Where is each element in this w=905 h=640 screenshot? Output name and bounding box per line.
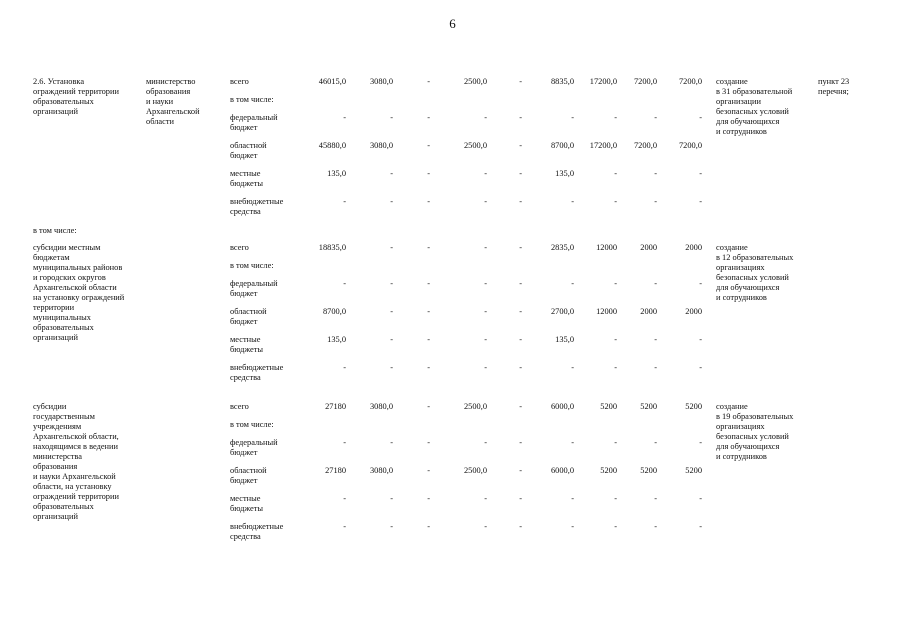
funding-value: - — [484, 113, 487, 122]
funding-value: - — [519, 243, 522, 252]
funding-row — [230, 169, 710, 195]
funding-value: - — [343, 363, 346, 372]
funding-value: 2500,0 — [463, 466, 487, 475]
funding-value: 135,0 — [555, 169, 574, 178]
funding-source: местные бюджеты — [230, 494, 264, 513]
funding-value: - — [427, 243, 430, 252]
measure-description: субсидии местным бюджетам муниципальных районов и городских округов Архангельской области на установку ограждений территории муниципальных образовательных организаций — [33, 243, 125, 342]
funding-value: - — [427, 363, 430, 372]
funding-value: 6000,0 — [550, 402, 574, 411]
funding-value: 17200,0 — [589, 77, 617, 86]
funding-value: - — [390, 113, 393, 122]
funding-value: 5200 — [640, 466, 657, 475]
funding-value: - — [571, 494, 574, 503]
funding-value: - — [571, 113, 574, 122]
funding-value: - — [571, 363, 574, 372]
funding-value: - — [484, 363, 487, 372]
funding-value: - — [427, 279, 430, 288]
funding-value: - — [699, 197, 702, 206]
funding-source: в том числе: — [230, 261, 274, 270]
funding-source: внебюджетные средства — [230, 197, 284, 216]
funding-value: 46015,0 — [318, 77, 346, 86]
funding-value: - — [654, 197, 657, 206]
funding-value: - — [484, 197, 487, 206]
funding-value: - — [484, 307, 487, 316]
funding-row — [230, 335, 710, 361]
funding-value: - — [427, 113, 430, 122]
funding-source: местные бюджеты — [230, 169, 264, 188]
funding-value: - — [519, 522, 522, 531]
funding-value: - — [390, 307, 393, 316]
funding-value: - — [654, 438, 657, 447]
funding-value: - — [390, 169, 393, 178]
funding-value: - — [614, 335, 617, 344]
funding-value: - — [614, 522, 617, 531]
funding-value: 2500,0 — [463, 77, 487, 86]
funding-value: - — [654, 335, 657, 344]
funding-value: - — [654, 363, 657, 372]
funding-value: - — [427, 466, 430, 475]
funding-source: внебюджетные средства — [230, 363, 284, 382]
funding-value: 5200 — [685, 466, 702, 475]
responsible-executor: министерство образования и науки Архангельской области — [146, 77, 200, 126]
funding-value: - — [614, 113, 617, 122]
funding-value: 135,0 — [327, 335, 346, 344]
funding-value: - — [343, 522, 346, 531]
funding-value: 8835,0 — [550, 77, 574, 86]
funding-value: - — [699, 335, 702, 344]
funding-value: - — [519, 466, 522, 475]
funding-value: - — [390, 243, 393, 252]
funding-value: - — [654, 113, 657, 122]
funding-value: - — [427, 438, 430, 447]
funding-source: областной бюджет — [230, 466, 267, 485]
funding-row — [230, 307, 710, 333]
funding-value: 8700,0 — [550, 141, 574, 150]
funding-value: 45880,0 — [318, 141, 346, 150]
funding-source: в том числе: — [230, 95, 274, 104]
funding-value: - — [427, 77, 430, 86]
funding-row — [230, 113, 710, 139]
funding-row — [230, 522, 710, 548]
funding-source: областной бюджет — [230, 141, 267, 160]
funding-value: - — [699, 494, 702, 503]
funding-value: 3080,0 — [369, 402, 393, 411]
funding-row — [230, 438, 710, 464]
funding-value: - — [390, 335, 393, 344]
funding-value: - — [699, 522, 702, 531]
funding-value: - — [427, 335, 430, 344]
funding-value: - — [390, 438, 393, 447]
funding-source: всего — [230, 402, 249, 411]
funding-value: - — [484, 438, 487, 447]
funding-value: - — [484, 279, 487, 288]
funding-value: - — [519, 141, 522, 150]
funding-value: - — [343, 438, 346, 447]
funding-value: 5200 — [600, 402, 617, 411]
funding-value: - — [484, 169, 487, 178]
funding-value: - — [390, 522, 393, 531]
funding-value: - — [519, 307, 522, 316]
page-number: 6 — [449, 16, 456, 31]
funding-value: - — [614, 363, 617, 372]
funding-value: - — [654, 522, 657, 531]
funding-value: 2000 — [640, 307, 657, 316]
funding-source: федеральный бюджет — [230, 279, 278, 298]
funding-source: в том числе: — [230, 420, 274, 429]
measure-description: субсидии государственным учреждениям Архангельской области, находящимся в ведении министерства образования и науки Архангельской области, на установку ограждений территории образовательных организаций — [33, 402, 119, 521]
funding-value: - — [390, 494, 393, 503]
funding-value: 2835,0 — [550, 243, 574, 252]
funding-value: 7200,0 — [633, 77, 657, 86]
funding-value: 2000 — [640, 243, 657, 252]
funding-value: 7200,0 — [633, 141, 657, 150]
funding-value: - — [654, 279, 657, 288]
funding-value: - — [699, 363, 702, 372]
funding-value: - — [654, 494, 657, 503]
funding-value: 2500,0 — [463, 402, 487, 411]
funding-value: 3080,0 — [369, 466, 393, 475]
funding-value: - — [614, 169, 617, 178]
funding-row — [230, 197, 710, 223]
funding-value: - — [484, 522, 487, 531]
funding-row — [230, 363, 710, 389]
funding-value: 8700,0 — [322, 307, 346, 316]
funding-value: 5200 — [685, 402, 702, 411]
funding-value: 2000 — [685, 243, 702, 252]
funding-value: - — [614, 279, 617, 288]
funding-value: 2700,0 — [550, 307, 574, 316]
funding-value: 5200 — [600, 466, 617, 475]
funding-value: - — [427, 307, 430, 316]
funding-value: - — [571, 522, 574, 531]
funding-value: 12000 — [596, 243, 617, 252]
funding-value: 27180 — [325, 466, 346, 475]
funding-value: - — [343, 113, 346, 122]
funding-value: - — [519, 169, 522, 178]
funding-value: - — [427, 494, 430, 503]
funding-value: - — [519, 279, 522, 288]
funding-value: - — [519, 363, 522, 372]
funding-value: 18835,0 — [318, 243, 346, 252]
funding-value: 3080,0 — [369, 77, 393, 86]
funding-source: внебюджетные средства — [230, 522, 284, 541]
funding-row — [230, 466, 710, 492]
funding-value: 27180 — [325, 402, 346, 411]
funding-value: 12000 — [596, 307, 617, 316]
expected-result: создание в 31 образовательной организации безопасных условий для обучающихся и сотрудников — [716, 77, 793, 136]
funding-value: - — [519, 77, 522, 86]
funding-value: - — [343, 279, 346, 288]
funding-value: - — [484, 335, 487, 344]
funding-source: местные бюджеты — [230, 335, 264, 354]
funding-value: - — [427, 402, 430, 411]
funding-row — [230, 279, 710, 305]
funding-source: всего — [230, 243, 249, 252]
funding-value: - — [519, 402, 522, 411]
funding-value: 7200,0 — [678, 77, 702, 86]
funding-value: - — [699, 169, 702, 178]
funding-value: - — [390, 363, 393, 372]
funding-value: - — [343, 494, 346, 503]
funding-value: - — [654, 169, 657, 178]
funding-value: - — [390, 279, 393, 288]
funding-value: - — [427, 141, 430, 150]
measure-description: 2.6. Установка ограждений территории образовательных организаций — [33, 77, 119, 116]
funding-value: - — [343, 197, 346, 206]
expected-result: создание в 19 образовательных организациях безопасных условий для обучающихся и сотрудников — [716, 402, 794, 461]
funding-value: - — [427, 522, 430, 531]
funding-value: 2000 — [685, 307, 702, 316]
sub-caption: в том числе: — [33, 226, 77, 235]
funding-value: - — [519, 335, 522, 344]
funding-value: 135,0 — [327, 169, 346, 178]
funding-row — [230, 494, 710, 520]
funding-value: - — [571, 197, 574, 206]
funding-value: 17200,0 — [589, 141, 617, 150]
funding-value: 5200 — [640, 402, 657, 411]
funding-source: областной бюджет — [230, 307, 267, 326]
funding-value: - — [614, 197, 617, 206]
funding-source: федеральный бюджет — [230, 113, 278, 132]
funding-row — [230, 141, 710, 167]
funding-value: - — [519, 197, 522, 206]
expected-result: создание в 12 образовательных организациях безопасных условий для обучающихся и сотрудников — [716, 243, 794, 302]
funding-value: 135,0 — [555, 335, 574, 344]
funding-source: всего — [230, 77, 249, 86]
funding-value: 6000,0 — [550, 466, 574, 475]
funding-source: федеральный бюджет — [230, 438, 278, 457]
funding-value: - — [427, 197, 430, 206]
funding-value: 7200,0 — [678, 141, 702, 150]
funding-value: - — [614, 438, 617, 447]
funding-value: - — [484, 494, 487, 503]
funding-value: - — [519, 113, 522, 122]
funding-value: - — [699, 279, 702, 288]
funding-value: 3080,0 — [369, 141, 393, 150]
funding-value: - — [390, 197, 393, 206]
funding-value: - — [519, 438, 522, 447]
funding-value: - — [699, 438, 702, 447]
funding-value: - — [484, 243, 487, 252]
funding-value: - — [519, 494, 522, 503]
funding-value: - — [614, 494, 617, 503]
funding-value: 2500,0 — [463, 141, 487, 150]
funding-value: - — [699, 113, 702, 122]
reference-note: пункт 23 перечня; — [818, 77, 850, 96]
funding-value: - — [427, 169, 430, 178]
funding-value: - — [571, 438, 574, 447]
funding-value: - — [571, 279, 574, 288]
